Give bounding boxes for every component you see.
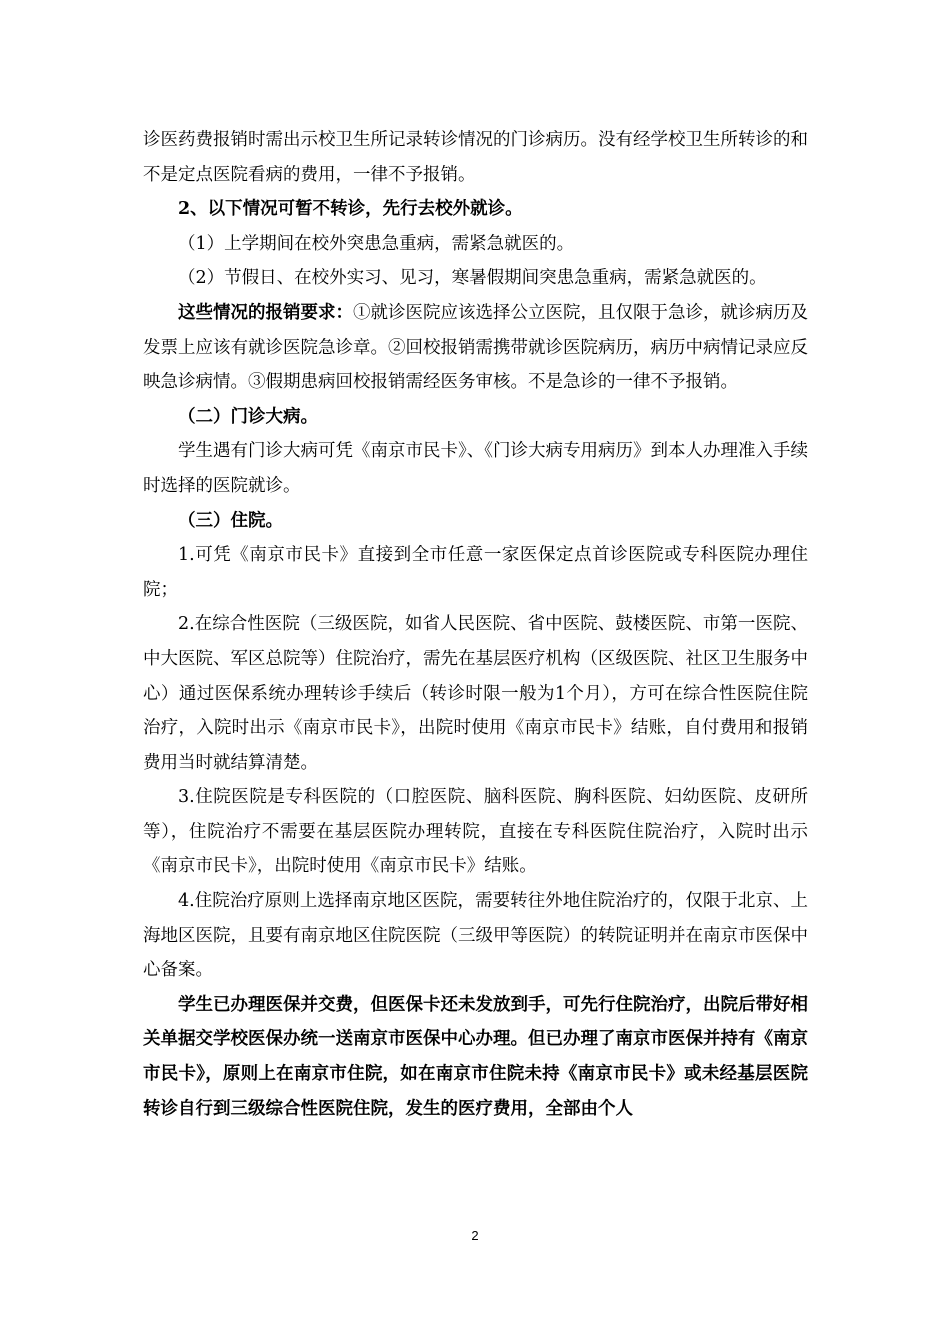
list-item-case-1: （1）上学期间在校外突患急重病，需紧急就医的。 — [178, 233, 575, 254]
paragraph-referral-rule: 诊医药费报销时需出示校卫生所记录转诊情况的门诊病历。没有经学校卫生所转诊的和不是定点医院看病的费用，一律不予报销。 — [143, 130, 808, 185]
paragraph-outpatient-major-illness: 学生遇有门诊大病可凭《南京市民卡》、《门诊大病专用病历》到本人办理准入手续时选择的医院就诊。 — [143, 441, 808, 496]
reimbursement-requirements-body: ①就诊医院应该选择公立医院，且仅限于急诊，就诊病历及发票上应该有就诊医院急诊章。②回校报销需携带就诊医院病历，病历中病情记录应反映急诊病情。③假期患病回校报销需经医务审核。不是急诊的一律不予报销。 — [143, 302, 808, 393]
heading-hospitalization: （三）住院。 — [178, 510, 283, 531]
paragraph-hospitalization-4: 4.住院治疗原则上选择南京地区医院，需要转往外地住院治疗的，仅限于北京、上海地区医院，且要有南京地区住院医院（三级甲等医院）的转院证明并在南京市医保中心备案。 — [143, 891, 808, 981]
paragraph-reimbursement-requirements — [143, 296, 808, 400]
paragraph-insurance-card-note: 学生已办理医保并交费，但医保卡还未发放到手，可先行住院治疗，出院后带好相关单据交学校医保办统一送南京市医保中心办理。但已办理了南京市医保并持有《南京市民卡》，原则上在南京市住院，如在南京市住院未持《南京市民卡》或未经基层医院转诊自行到三级综合性医院住院，发生的医疗费用，全部由个人 — [143, 994, 808, 1119]
document-body — [143, 123, 808, 1126]
paragraph-hospitalization-2: 2.在综合性医院（三级医院，如省人民医院、省中医院、鼓楼医院、市第一医院、中大医院、军区总院等）住院治疗，需先在基层医疗机构（区级医院、社区卫生服务中心）通过医保系统办理转诊手续后（转诊时限一般为1个月），方可在综合性医院住院治疗，入院时出示《南京市民卡》，出院时使用《南京市民卡》结账，自付费用和报销费用当时就结算清楚。 — [143, 614, 808, 773]
page-number: 2 — [471, 1228, 479, 1243]
list-item-case-2: （2）节假日、在校外实习、见习，寒暑假期间突患急重病，需紧急就医的。 — [178, 268, 767, 289]
paragraph-hospitalization-3: 3.住院医院是专科医院的（口腔医院、脑科医院、胸科医院、妇幼医院、皮研所等），住院治疗不需要在基层医院办理转院，直接在专科医院住院治疗，入院时出示《南京市民卡》，出院时使用《南京市民卡》结账。 — [143, 787, 808, 877]
heading-outpatient-major-illness: （二）门诊大病。 — [178, 406, 318, 427]
reimbursement-requirements-label: 这些情况的报销要求： — [178, 302, 353, 323]
paragraph-hospitalization-1: 1.可凭《南京市民卡》直接到全市任意一家医保定点首诊医院或专科医院办理住院； — [143, 545, 808, 600]
heading-no-referral-cases: 2、以下情况可暂不转诊，先行去校外就诊。 — [178, 199, 523, 220]
